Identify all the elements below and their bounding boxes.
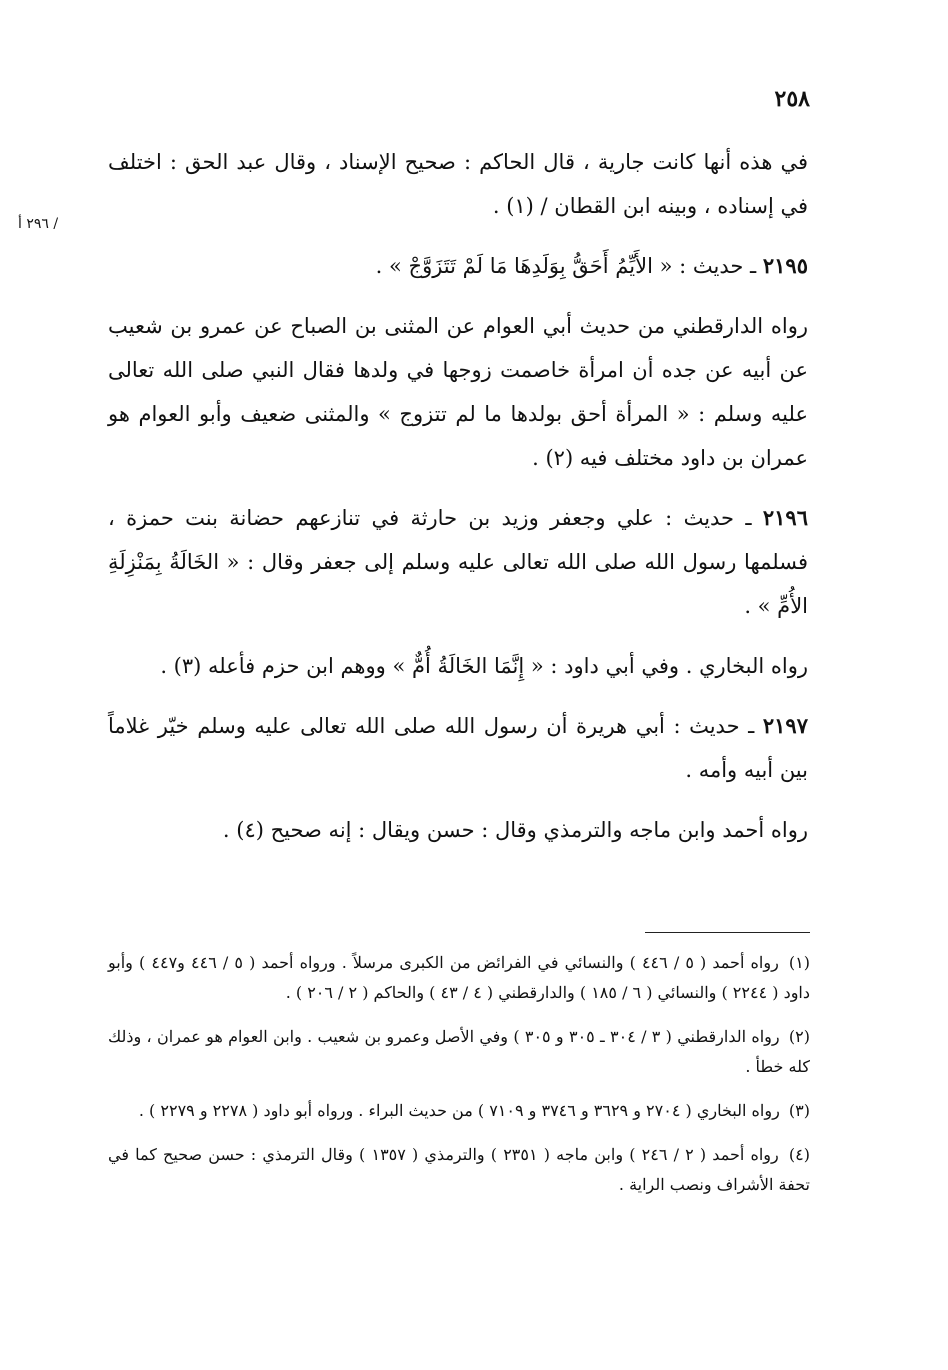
footnote-number: (١) <box>788 953 811 972</box>
footnote-text: رواه أحمد ( ٥ / ٤٤٦ ) والنسائي في الفرائض من الكبرى مرسلاً . ورواه أحمد ( ٥ / ٤٤٦ و٤٤٧ ) وأبو داود ( ٢٢٤٤ ) والنسائي ( ٦ / ١٨٥ ) والدارقطني ( ٤ / ٤٣ ) والحاكم ( ٢ / ٢٠٦ ) . <box>108 953 810 1002</box>
hadith-heading <box>108 244 808 288</box>
hadith-text: ـ حديث : « الأَيِّمُ أَحَقُّ بِوَلَدِهَا مَا لَمْ تَتَزَوَّجْ » . <box>375 254 757 278</box>
hadith-heading <box>108 704 808 792</box>
footnote-text: رواه البخاري ( ٢٧٠٤ و ٣٦٢٩ و ٣٧٤٦ و ٧١٠٩ ) من حديث البراء . ورواه أبو داود ( ٢٢٧٨ و ٢٢٧٩ ) . <box>138 1101 780 1120</box>
paragraph-text: رواه البخاري . وفي أبي داود : « إِنَّمَا الخَالَةُ أُمٌّ » ووهم ابن حزم فأعله (٣) . <box>160 654 808 678</box>
manuscript-folio-note: / ٢٩٦ أ <box>18 216 59 232</box>
footnote <box>108 1096 810 1126</box>
footnote <box>108 1022 810 1082</box>
paragraph-text: رواه أحمد وابن ماجه والترمذي وقال : حسن ويقال : إنه صحيح (٤) . <box>222 818 808 842</box>
paragraph-text: في هذه أنها كانت جارية ، قال الحاكم : صحيح الإسناد ، وقال عبد الحق : اختلف في إسناده ، وبينه ابن القطان / (١) . <box>108 150 808 218</box>
paragraph <box>108 644 808 688</box>
footnote-text: رواه أحمد ( ٢ / ٢٤٦ ) وابن ماجه ( ٢٣٥١ ) والترمذي ( ١٣٥٧ ) وقال الترمذي : حسن صحيح كما في تحفة الأشراف ونصب الراية . <box>108 1145 810 1194</box>
paragraph <box>108 304 808 480</box>
hadith-text: ـ حديث : علي وجعفر وزيد بن حارثة في تنازعهم حضانة بنت حمزة ، فسلمها رسول الله صلى الله تعالى عليه وسلم إلى جعفر وقال : « الخَالَةُ بِمَنْزِلَةِ الأُمِّ » . <box>108 506 808 618</box>
footnotes-divider <box>645 932 810 933</box>
page-number: ٢٥٨ <box>774 86 810 112</box>
hadith-heading <box>108 496 808 628</box>
footnote-number: (٣) <box>788 1101 810 1120</box>
paragraph-text: رواه الدارقطني من حديث أبي العوام عن المثنى بن الصباح عن عمرو بن شعيب عن أبيه عن جده أن امرأة خاصمت زوجها في ولدها فقال النبي صلى الله تعالى عليه وسلم : « المرأة أحق بولدها ما لم تتزوج » والمثنى ضعيف وأبو العوام هو عمران بن داود مختلف فيه (٢) . <box>108 314 808 470</box>
footnote-text: رواه الدارقطني ( ٣ / ٣٠٤ ـ ٣٠٥ و ٣٠٥ ) وفي الأصل وعمرو بن شعيب . وابن العوام هو عمران ، وذلك كله خطأ . <box>108 1027 810 1076</box>
paragraph <box>108 808 808 852</box>
hadith-number: ٢١٩٥ <box>762 253 808 278</box>
footnotes <box>108 948 810 1214</box>
main-text <box>108 140 808 852</box>
hadith-number: ٢١٩٦ <box>762 505 808 530</box>
footnote-number: (٤) <box>788 1145 811 1164</box>
hadith-number: ٢١٩٧ <box>762 713 808 738</box>
footnote <box>108 948 810 1008</box>
footnote <box>108 1140 810 1200</box>
footnote-number: (٢) <box>788 1027 811 1046</box>
hadith-text: ـ حديث : أبي هريرة أن رسول الله صلى الله تعالى عليه وسلم خيّر غلاماً بين أبيه وأمه . <box>108 714 808 782</box>
paragraph <box>108 140 808 228</box>
